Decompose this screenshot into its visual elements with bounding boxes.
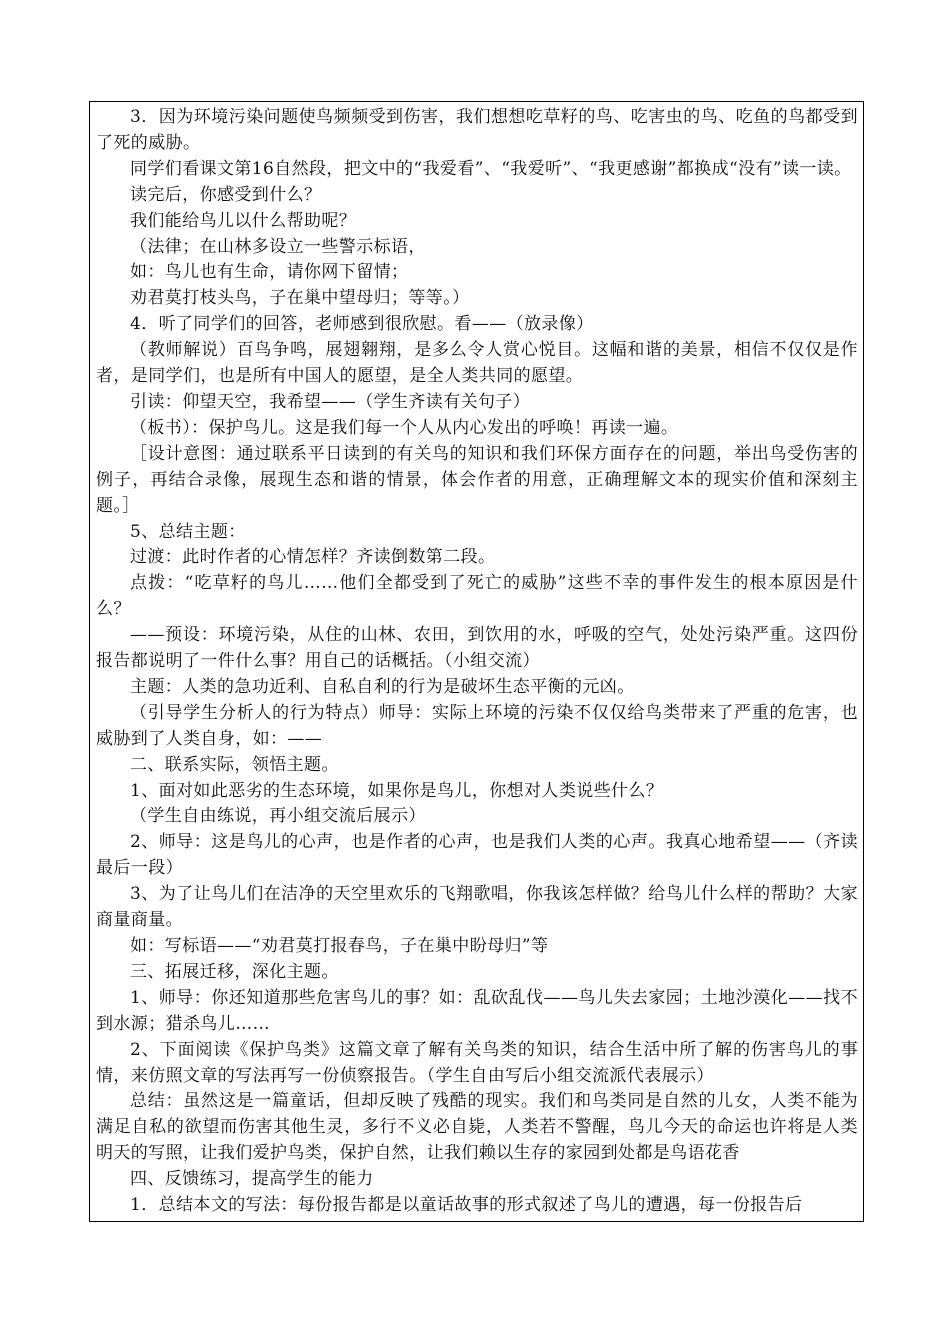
paragraph: 4．听了同学们的回答，老师感到很欣慰。看——（放录像） [130, 314, 594, 335]
section-heading: 三、拓展迁移，深化主题。 [130, 961, 339, 982]
paragraph: 如：写标语——“劝君莫打报春鸟，子在巢中盼母归”等 [130, 936, 549, 956]
paragraph: （教师解说）百鸟争鸣，展翅翱翔，是多么令人赏心悦目。这幅和谐的美景，相信不仅仅是作者，是同学们，也是所有中国人的愿望，是全人类共同的愿望。 [96, 340, 858, 387]
section-heading: 二、联系实际，领悟主题。 [130, 754, 339, 775]
paragraph: 过渡：此时作者的心情怎样？齐读倒数第二段。 [130, 547, 496, 568]
paragraph: 3、为了让鸟儿们在洁净的天空里欢乐的飞翔歌唱，你我该怎样做？给鸟儿什么样的帮助？大家商量商量。 [96, 884, 858, 931]
paragraph: （板书）：保护鸟儿。这是我们每一个人从内心发出的呼唤！再读一遍。 [130, 417, 679, 438]
section-heading: 5、总结主题： [130, 521, 246, 542]
paragraph: 读完后，你感受到什么？ [130, 184, 322, 205]
paragraph: 2、师导：这是鸟儿的心声，也是作者的心声，也是我们人类的心声。我真心地希望——（齐读最后一段） [96, 832, 858, 879]
paragraph: 如：鸟儿也有生命，请你网下留情； [130, 262, 409, 283]
paragraph: 3．因为环境污染问题使鸟频频受到伤害，我们想想吃草籽的鸟、吃害虫的鸟、吃鱼的鸟都受到了死的威胁。 [96, 107, 858, 153]
design-intent-note: ［设计意图：通过联系平日读到的有关鸟的知识和我们环保方面存在的问题，举出鸟受伤害的例子，再结合录像，展现生态和谐的情景，体会作者的用意，正确理解文本的现实价值和深刻主题。］ [96, 443, 858, 516]
paragraph: 劝君莫打枝头鸟，子在巢中望母归；等等。） [130, 288, 470, 309]
paragraph: （学生自由练说，再小组交流后展示） [130, 806, 426, 827]
section-heading: 四、反馈练习，提高学生的能力 [130, 1169, 374, 1190]
paragraph: 总结：虽然这是一篇童话，但却反映了残酷的现实。我们和鸟类同是自然的儿女，人类不能为满足自私的欲望而伤害其他生灵，多行不义必自毙，人类若不警醒，鸟儿今天的命运也许将是人类明天的写照，让我们爱护鸟类，保护自然，让我们赖以生存的家园到处都是鸟语花香 [96, 1091, 858, 1164]
paragraph: 1．总结本文的写法：每份报告都是以童话故事的形式叙述了鸟儿的遭遇，每一份报告后 [130, 1195, 803, 1216]
paragraph: 同学们看课文第16自然段，把文中的“我爱看”、“我爱听”、“我更感谢”都换成“没有”读一读。 [130, 158, 852, 179]
paragraph: 1、面对如此恶劣的生态环境，如果你是鸟儿，你想对人类说些什么？ [130, 780, 664, 801]
paragraph: 引读：仰望天空，我希望——（学生齐读有关句子） [130, 391, 531, 412]
paragraph: 1、师导：你还知道那些危害鸟儿的事？如：乱砍乱伐——鸟儿失去家园；土地沙漠化——找不到水源；猎杀鸟儿…… [96, 987, 858, 1034]
document-table-cell [89, 101, 864, 1222]
paragraph: （引导学生分析人的行为特点）师导：实际上环境的污染不仅仅给鸟类带来了严重的危害，也威胁到了人类自身，如：—— [96, 702, 858, 749]
paragraph: 主题：人类的急功近利、自私自利的行为是破坏生态平衡的元凶。 [130, 676, 635, 697]
paragraph: 2、下面阅读《保护鸟类》这篇文章了解有关鸟类的知识，结合生活中所了解的伤害鸟儿的事情，来仿照文章的写法再写一份侦察报告。（学生自由写后小组交流派代表展示） [96, 1039, 858, 1086]
document-body [90, 102, 863, 1219]
paragraph: 我们能给鸟儿以什么帮助呢？ [130, 210, 357, 231]
paragraph: 点拨：“吃草籽的鸟儿……他们全都受到了死亡的威胁”这些不幸的事件发生的根本原因是什么？ [96, 573, 858, 620]
paragraph: （法律；在山林多设立一些警示标语， [130, 236, 426, 257]
paragraph: ——预设：环境污染，从住的山林、农田，到饮用的水，呼吸的空气，处处污染严重。这四份报告都说明了一件什么事？用自己的话概括。（小组交流） [96, 625, 858, 672]
